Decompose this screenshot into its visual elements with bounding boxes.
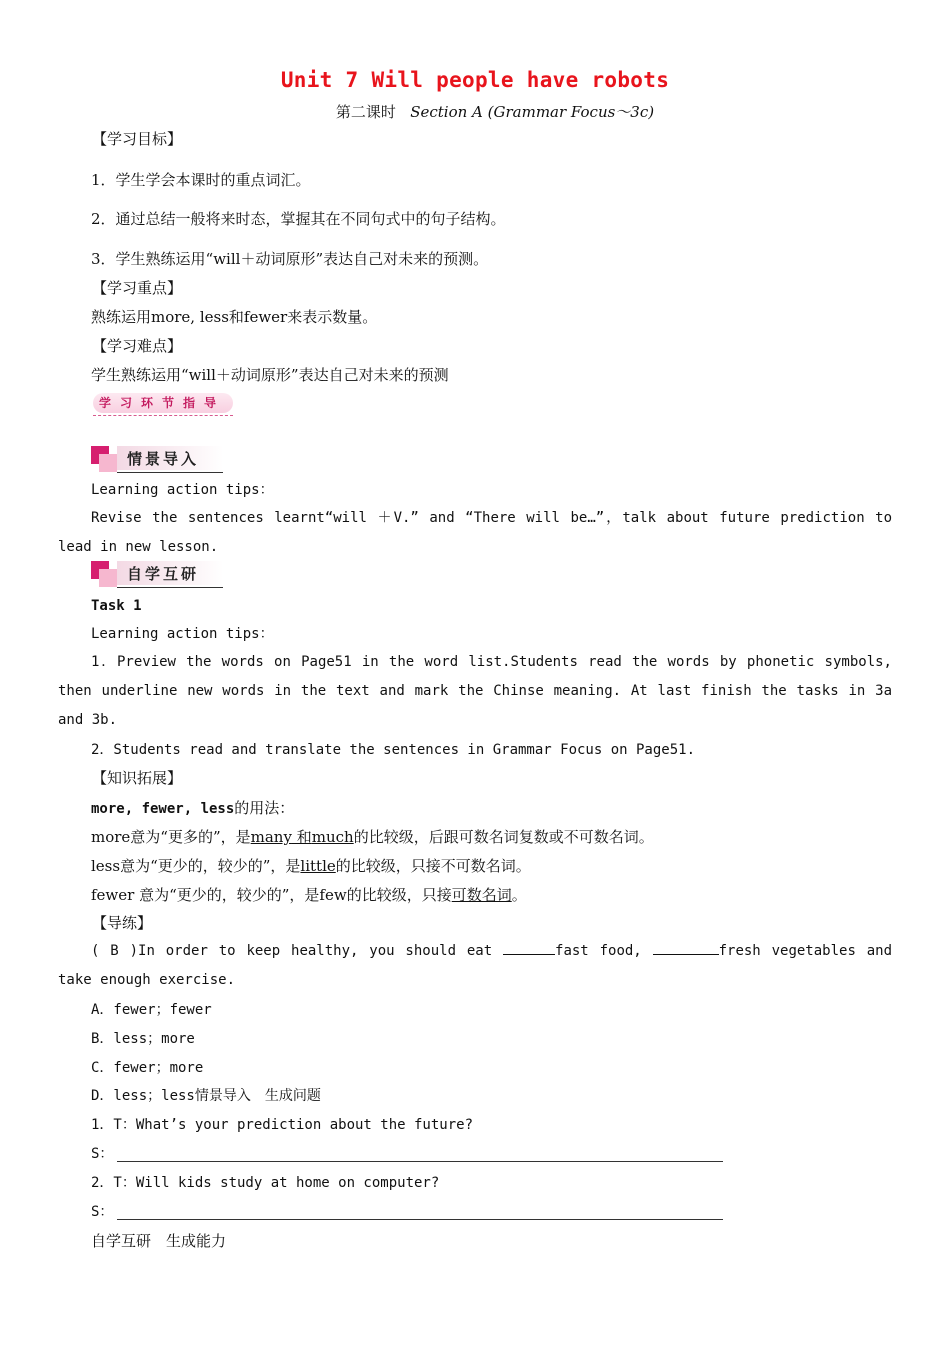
task-item-1: 1．Preview the words on Page51 in the word list.Students read the words by phonetic symbols, then underline new words in the text and mark the Chinse meaning. At last finish the tasks in 3a and 3b. <box>58 654 892 728</box>
answer-line-1 <box>117 1161 723 1162</box>
question-part-1: )In order to keep healthy, you should eat <box>118 943 504 959</box>
usage-less <box>91 856 531 876</box>
usage-fewer <box>91 885 527 905</box>
blank-2 <box>653 940 719 955</box>
section-marker-icon <box>99 569 117 587</box>
usage-more-blank-1: many <box>250 828 292 846</box>
knowledge-heading: 【知识拓展】 <box>92 769 183 787</box>
practice-question <box>58 937 892 995</box>
difficulties-heading: 【学习难点】 <box>92 337 183 355</box>
dialogue-question-1: 1．T：What’s your prediction about the future? <box>91 1117 474 1133</box>
section-marker-icon <box>99 454 117 472</box>
usage-more-tail: 的比较级，后跟可数名词复数或不可数名词。 <box>353 828 654 846</box>
usage-title-suffix: 的用法： <box>234 799 295 817</box>
option-a: A．fewer；fewer <box>91 1002 212 1018</box>
section-header-self-study <box>91 559 226 589</box>
guide-banner-text: 学习环节指导 <box>99 396 226 410</box>
usage-more-blank-2: much <box>311 828 354 846</box>
dialogue-student-1: S： <box>91 1146 114 1162</box>
objective-item-1: 1．学生学会本课时的重点词汇。 <box>91 171 311 189</box>
tips-text-1: Revise the sentences learnt“will ＋V.” and “There will be…”，talk about future prediction to lead in new lesson. <box>58 510 892 555</box>
objectives-heading: 【学习目标】 <box>92 130 183 148</box>
dialogue-question-2: 2．T：Will kids study at home on computer? <box>91 1175 440 1191</box>
section-rule <box>117 587 223 588</box>
usage-less-tail: 的比较级，只接不可数名词。 <box>335 857 531 875</box>
guide-banner-divider <box>93 415 233 416</box>
answer-bracket-open: ( <box>91 943 111 959</box>
difficulties-text: 学生熟练运用“will＋动词原形”表达自己对未来的预测 <box>91 366 449 384</box>
option-b: B．less；more <box>91 1031 195 1047</box>
objective-item-2: 2．通过总结一般将来时态，掌握其在不同句式中的句子结构。 <box>91 210 506 228</box>
section-label: 自学互研 <box>127 565 200 583</box>
practice-answer: B <box>110 943 119 959</box>
usage-fewer-tail: 。 <box>511 886 527 904</box>
key-points-text: 熟练运用more, less和fewer来表示数量。 <box>91 308 378 326</box>
option-d: D．less；less情景导入 生成问题 <box>91 1088 321 1104</box>
usage-less-blank: little <box>300 857 336 875</box>
dialogue-student-2: S： <box>91 1204 114 1220</box>
task-label: Task 1 <box>91 598 142 614</box>
blank-1 <box>503 940 555 955</box>
usage-title <box>91 798 294 819</box>
answer-line-2 <box>117 1219 723 1220</box>
usage-title-words: more, fewer, less <box>91 801 235 817</box>
task-item-2: 2．Students read and translate the sentences in Grammar Focus on Page51. <box>91 742 696 758</box>
section-reference: Section A (Grammar Focus～3c) <box>410 103 655 121</box>
page-title: Unit 7 Will people have robots <box>280 68 670 92</box>
usage-fewer-blank: 可数名词 <box>451 886 512 904</box>
question-part-2: fast food, <box>555 943 653 959</box>
tips-label-1: Learning action tips： <box>91 482 274 498</box>
option-c: C．fewer；more <box>91 1060 204 1076</box>
section-footer-label: 自学互研 生成能力 <box>91 1232 227 1250</box>
page-subtitle <box>0 101 950 122</box>
key-points-heading: 【学习重点】 <box>92 279 183 297</box>
usage-less-lead: less意为“更少的，较少的”，是 <box>91 857 301 875</box>
tips-label-2: Learning action tips： <box>91 626 274 642</box>
objective-item-3: 3．学生熟练运用“will＋动词原形”表达自己对未来的预测。 <box>91 250 489 268</box>
usage-fewer-lead: fewer 意为“更少的，较少的”，是few的比较级，只接 <box>91 886 452 904</box>
question-part-3: fresh vegetables and take enough exercise. <box>58 943 893 988</box>
guide-banner <box>93 391 233 417</box>
usage-more <box>91 827 654 847</box>
usage-more-join: 和 <box>291 828 312 846</box>
section-header-scenario <box>91 444 226 474</box>
section-rule <box>117 472 223 473</box>
practice-heading: 【导练】 <box>92 914 153 932</box>
lesson-number: 第二课时 <box>335 103 396 121</box>
usage-more-lead: more意为“更多的”，是 <box>91 828 251 846</box>
section-label: 情景导入 <box>127 450 200 468</box>
